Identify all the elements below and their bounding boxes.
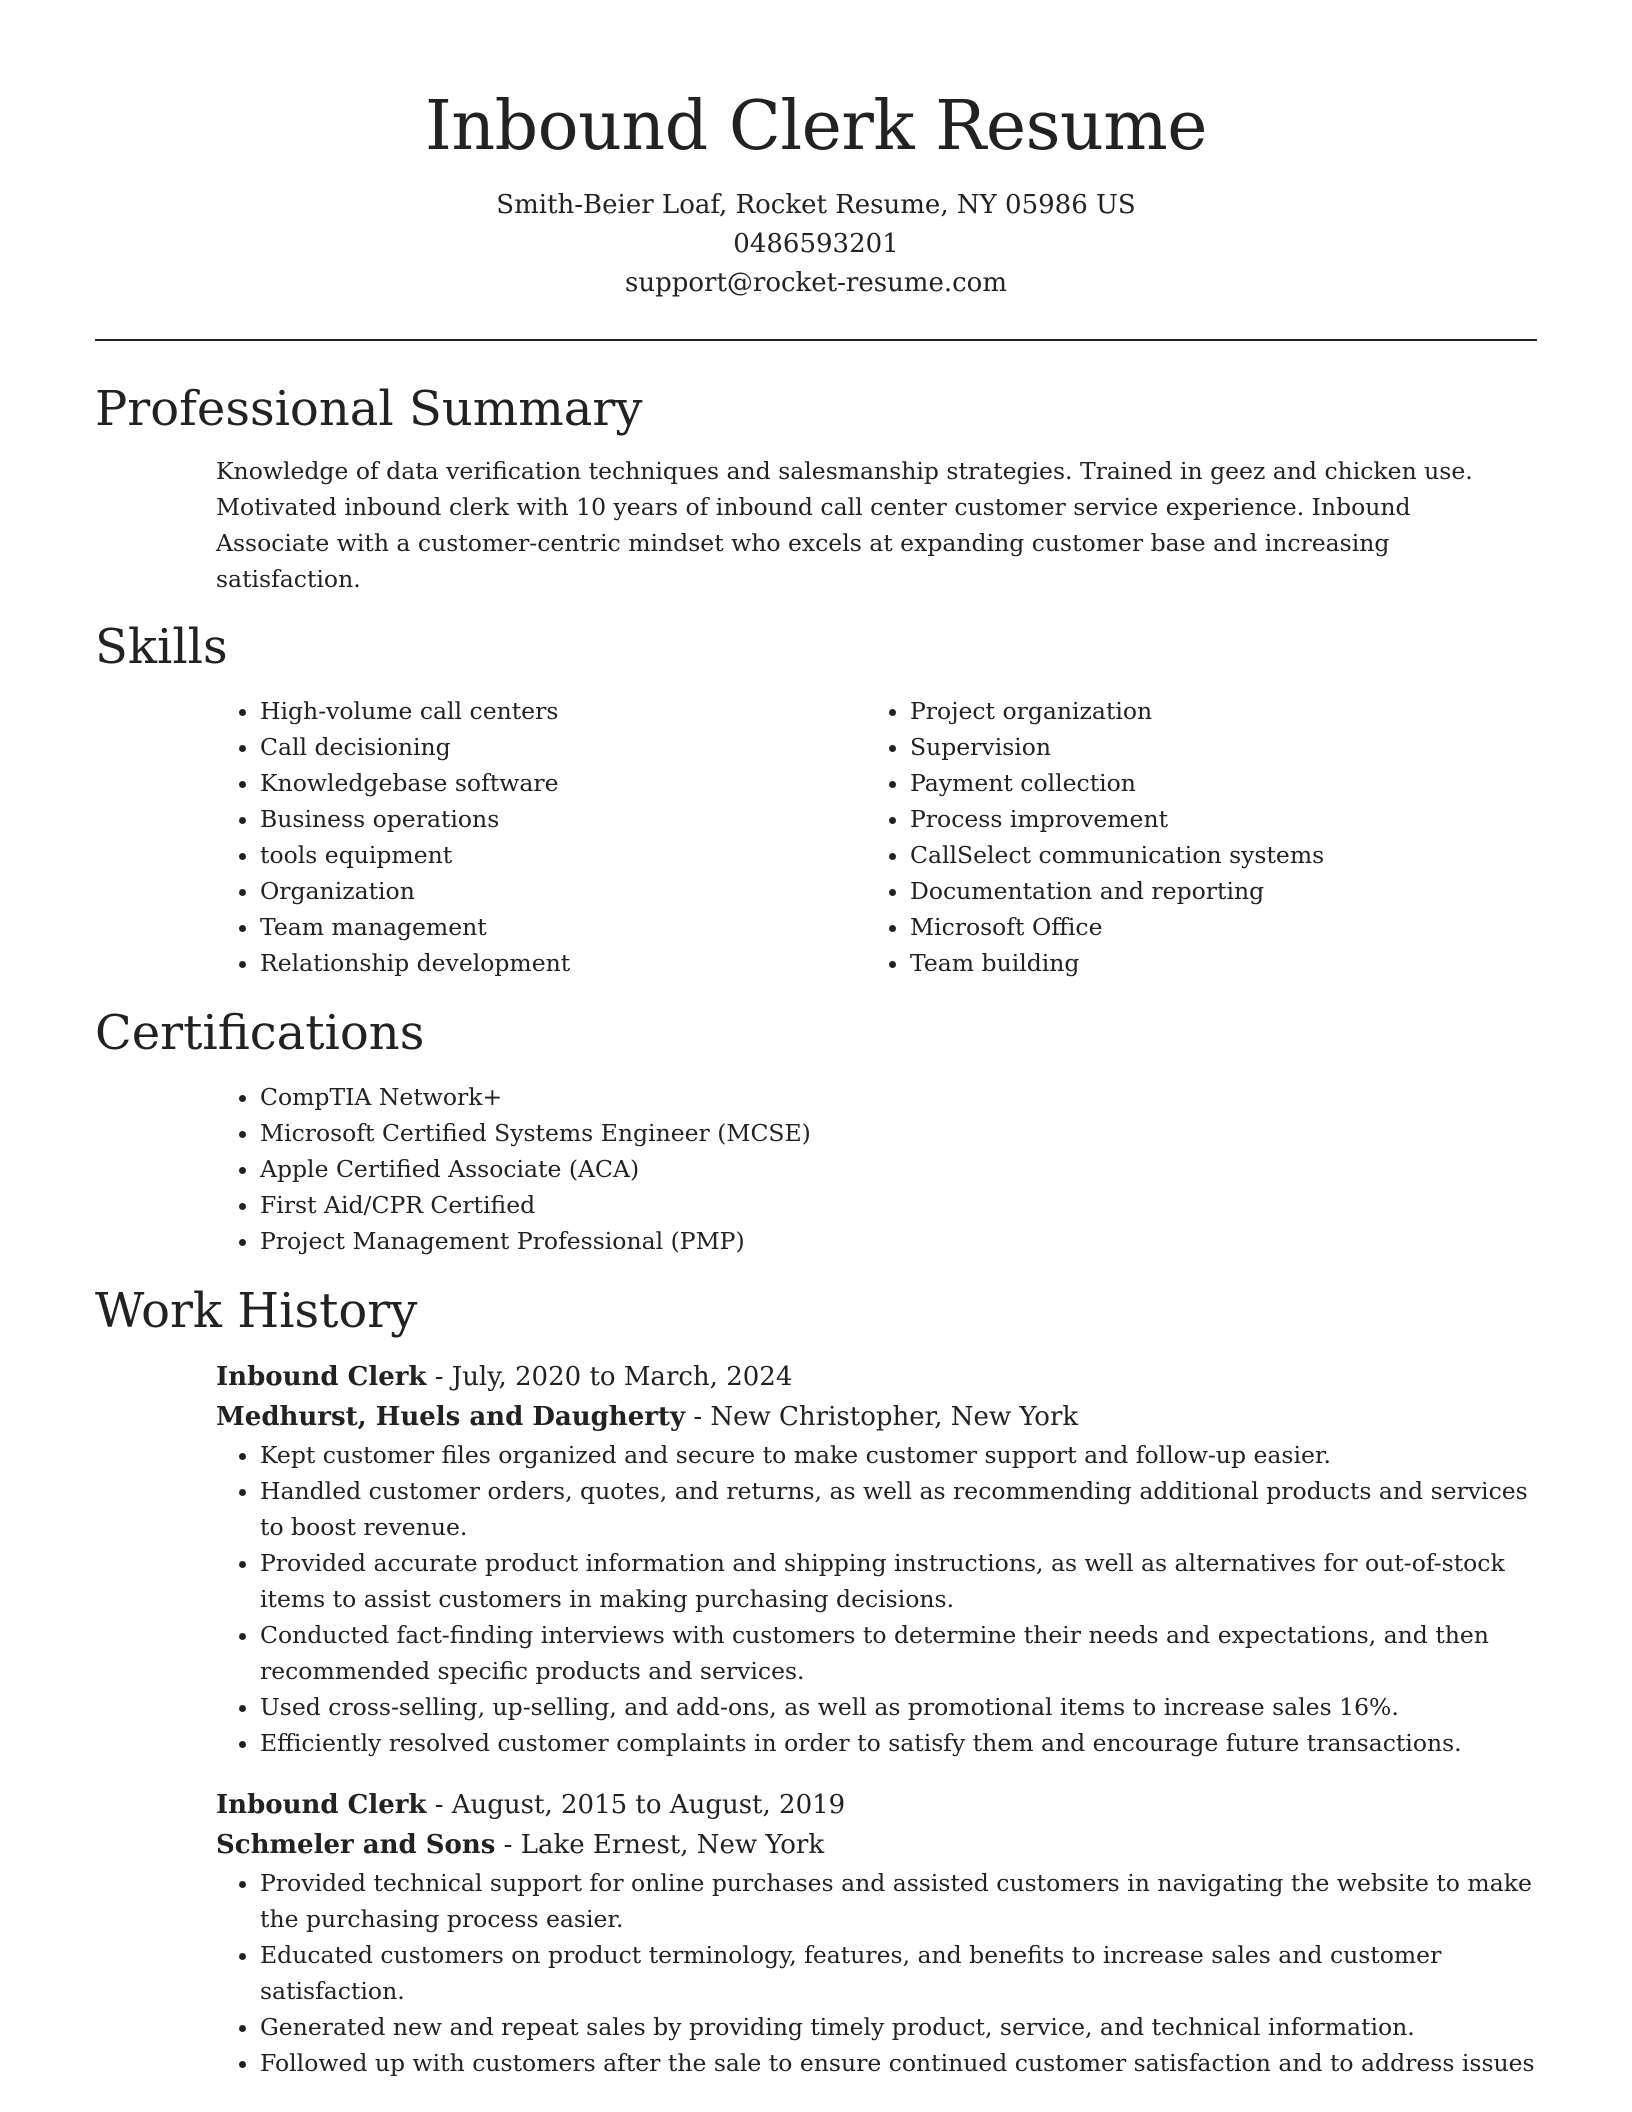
certifications-body [216,1079,1537,1259]
skill-item: • Organization [260,873,866,909]
job-company: Schmeler and Sons [216,1830,496,1860]
job-bullets [216,1437,1537,1761]
job-bullet: • Generated new and repeat sales by providing timely product, service, and technical information. [260,2009,1537,2045]
job-bullet: • Efficiently resolved customer complaints in order to satisfy them and encourage future transactions. [260,1725,1537,1761]
job-title-line [216,1357,1537,1397]
skills-column-right [866,693,1516,981]
skill-item: • Process improvement [910,801,1516,837]
resume-page [95,0,1537,2081]
skill-item: • Microsoft Office [910,909,1516,945]
summary-text: Knowledge of data verification techniques and salesmanship strategies. Trained in geez and chicken use. Motivated inbound clerk with 10 years of inbound call center customer service experience. Inbound Associate with a customer-centric mindset who excels at expanding customer base and increasing satisfaction. [216,457,1473,593]
job-bullet: • Followed up with customers after the sale to ensure continued customer satisfaction and to address issues [260,2045,1537,2081]
skills-list-right [866,693,1516,981]
certifications-section [95,1003,1537,1259]
job-bullet: • Handled customer orders, quotes, and returns, as well as recommending additional products and services to boost revenue. [260,1473,1537,1545]
job-title: Inbound Clerk [216,1790,427,1820]
job-title-line [216,1785,1537,1825]
skill-item: • Project organization [910,693,1516,729]
job-title: Inbound Clerk [216,1362,427,1392]
job-bullet: • Conducted fact-finding interviews with customers to determine their needs and expectations, and then recommended specific products and services. [260,1617,1537,1689]
job-bullet: • Provided technical support for online purchases and assisted customers in navigating the website to make the purchasing process easier. [260,1865,1537,1937]
job-entry [216,1357,1537,1761]
job-bullet: • Kept customer files organized and secure to make customer support and follow-up easier. [260,1437,1537,1473]
skills-column-left [216,693,866,981]
job-company: Medhurst, Huels and Daugherty [216,1402,686,1432]
skill-item: • Relationship development [260,945,866,981]
summary-section [95,379,1537,597]
contact-phone: 0486593201 [733,229,899,259]
certification-item: • Microsoft Certified Systems Engineer (MCSE) [260,1115,1537,1151]
certifications-heading: Certifications [95,1005,425,1061]
skills-columns [216,693,1537,981]
skill-item: • Knowledgebase software [260,765,866,801]
work-history-section [95,1281,1537,2081]
skill-item: • Call decisioning [260,729,866,765]
skills-list-left [216,693,866,981]
job-bullets [216,1865,1537,2081]
job-bullet: • Used cross-selling, up-selling, and add-ons, as well as promotional items to increase sales 16%. [260,1689,1537,1725]
certifications-list [216,1079,1537,1259]
certification-item: • First Aid/CPR Certified [260,1187,1537,1223]
skills-section [95,617,1537,981]
certification-item: • Apple Certified Associate (ACA) [260,1151,1537,1187]
job-dates: - July, 2020 to March, 2024 [426,1362,793,1392]
skill-item: • CallSelect communication systems [910,837,1516,873]
contact-address: Smith-Beier Loaf, Rocket Resume, NY 05986 US [496,190,1136,220]
resume-title: Inbound Clerk Resume [424,87,1208,166]
header-divider [95,339,1537,341]
job-dates: - August, 2015 to August, 2019 [426,1790,846,1820]
skill-item: • Payment collection [910,765,1516,801]
skill-item: • Supervision [910,729,1516,765]
summary-body [216,453,1537,597]
resume-header [95,0,1537,303]
certification-item: • Project Management Professional (PMP) [260,1223,1537,1259]
skills-heading: Skills [95,619,228,675]
job-bullet: • Educated customers on product terminology, features, and benefits to increase sales and customer satisfaction. [260,1937,1537,2009]
contact-email: support@rocket-resume.com [624,268,1007,298]
job-bullet: • Provided accurate product information and shipping instructions, as well as alternatives for out-of-stock items to assist customers in making purchasing decisions. [260,1545,1537,1617]
skill-item: • tools equipment [260,837,866,873]
job-entry [216,1785,1537,2081]
certification-item: • CompTIA Network+ [260,1079,1537,1115]
skill-item: • Team building [910,945,1516,981]
skill-item: • High-volume call centers [260,693,866,729]
contact-block [95,186,1537,303]
summary-heading: Professional Summary [95,381,643,437]
work-history-heading: Work History [95,1283,418,1339]
skill-item: • Business operations [260,801,866,837]
job-location: - Lake Ernest, New York [495,1830,825,1860]
job-company-line [216,1397,1537,1437]
skill-item: • Documentation and reporting [910,873,1516,909]
skill-item: • Team management [260,909,866,945]
job-location: - New Christopher, New York [685,1402,1079,1432]
job-company-line [216,1825,1537,1865]
